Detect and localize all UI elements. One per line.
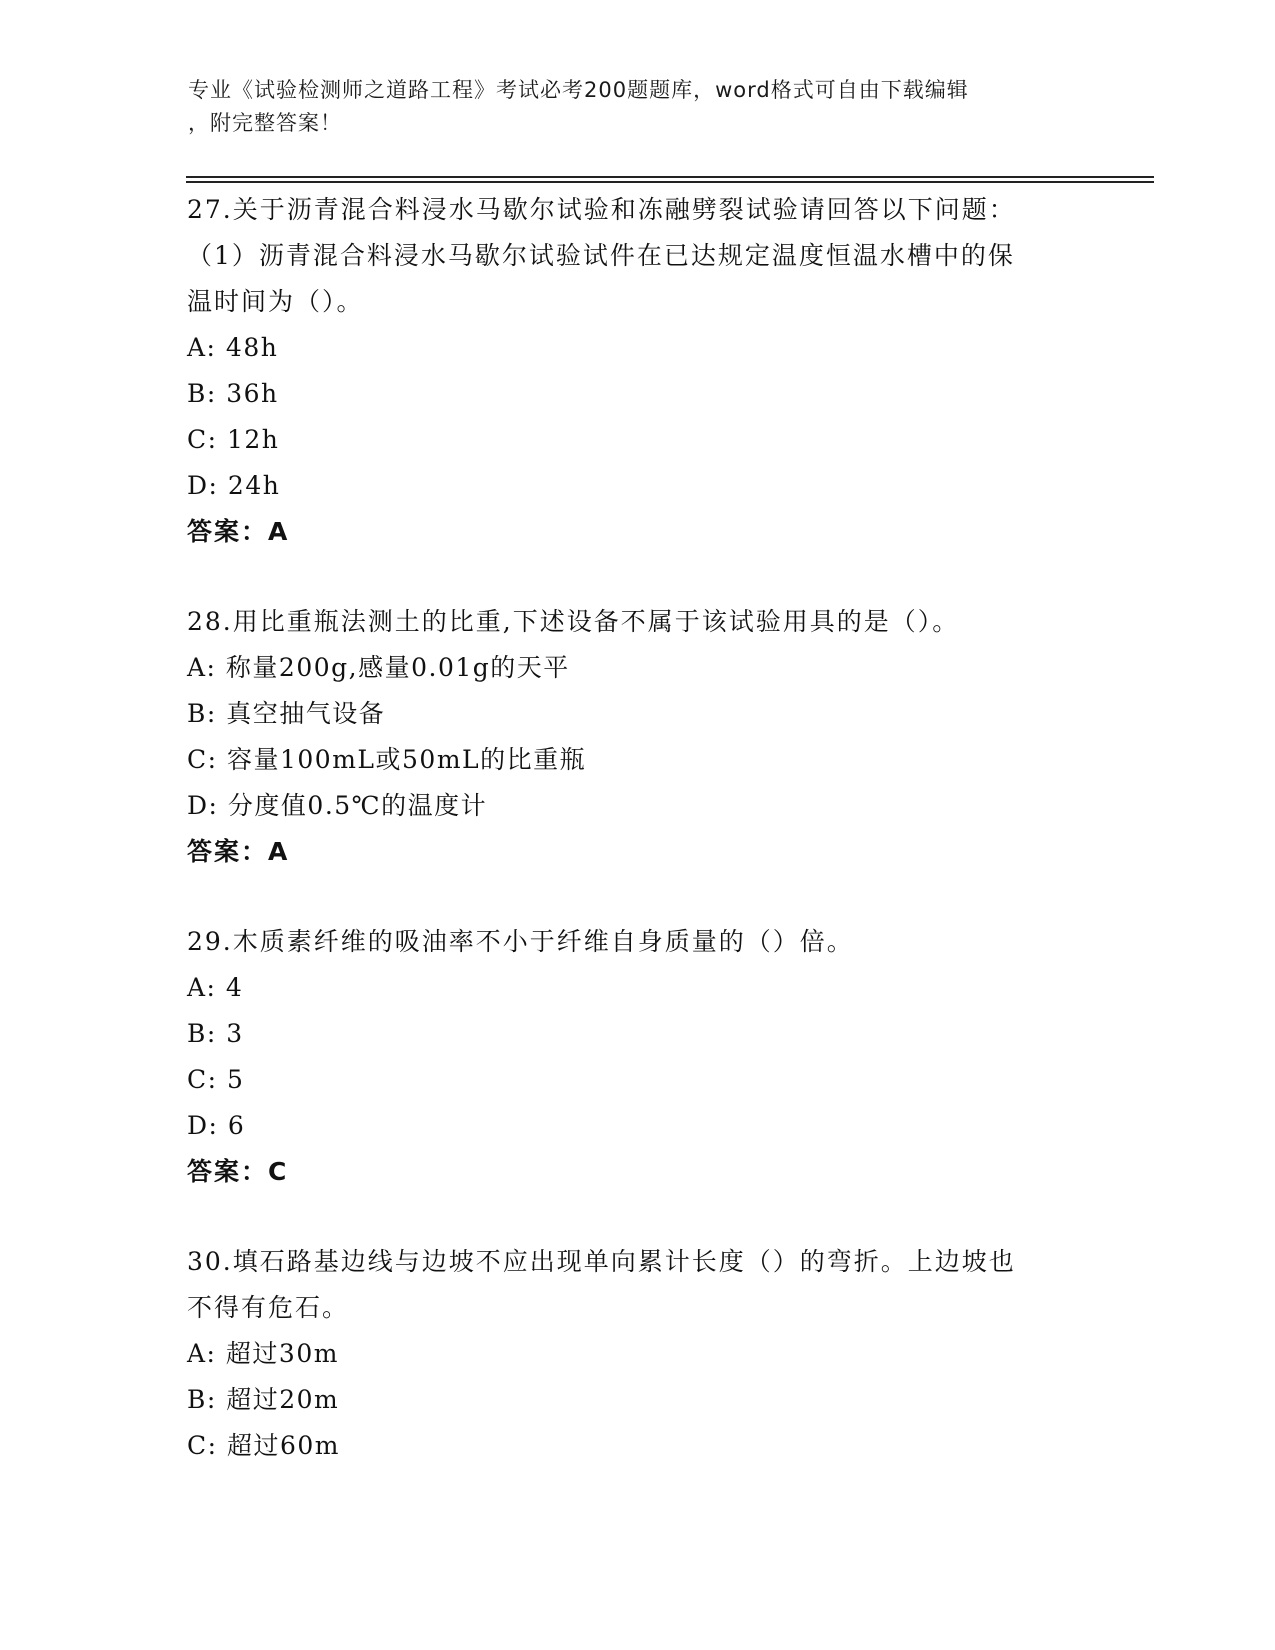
option-d: D: 24h: [187, 471, 281, 500]
option-a: A: 48h: [187, 333, 279, 362]
question-stem-line: （1）沥青混合料浸水马歇尔试验试件在已达规定温度恒温水槽中的保: [187, 241, 1015, 270]
option-c: C: 超过60m: [187, 1431, 341, 1460]
answer-label: 答案：A: [187, 837, 290, 866]
question-stem: [187, 919, 1087, 965]
question-stem-line: 30.填石路基边线与边坡不应出现单向累计长度（）的弯折。上边坡也: [187, 1247, 1016, 1276]
option-d: D: 分度值0.5℃的温度计: [187, 791, 488, 820]
question-stem-line: 温时间为（）。: [187, 287, 364, 316]
question-stem: [187, 599, 1087, 645]
option-b: B: 36h: [187, 379, 279, 408]
option-d: D: 6: [187, 1111, 246, 1140]
option-a: A: 称量200g,感量0.01g的天平: [187, 653, 570, 682]
question-stem-line: 27.关于沥青混合料浸水马歇尔试验和冻融劈裂试验请回答以下问题：: [187, 195, 1016, 224]
option-a: A: 4: [187, 973, 244, 1002]
option-a: A: 超过30m: [187, 1339, 339, 1368]
answer-label: 答案：C: [187, 1157, 289, 1186]
header-line-1: 专业《试验检测师之道路工程》考试必考200题题库，word格式可自由下载编辑: [188, 78, 969, 102]
option-b: B: 超过20m: [187, 1385, 340, 1414]
question-spacer: [187, 555, 1087, 599]
answer-label: 答案：A: [187, 517, 290, 546]
option-c: C: 容量100mL或50mL的比重瓶: [187, 745, 587, 774]
document-header: [188, 74, 1068, 140]
header-divider-top: [186, 176, 1154, 178]
question-list: [187, 187, 1087, 1469]
option-b: B: 真空抽气设备: [187, 699, 386, 728]
question-28: [187, 599, 1087, 875]
question-27: [187, 187, 1087, 555]
question-spacer: [187, 1195, 1087, 1239]
option-c: C: 5: [187, 1065, 245, 1094]
question-stem: [187, 187, 1087, 325]
question-stem-line: 不得有危石。: [187, 1293, 350, 1322]
question-stem-line: 28.用比重瓶法测土的比重,下述设备不属于该试验用具的是（）。: [187, 607, 960, 636]
question-stem-line: 29.木质素纤维的吸油率不小于纤维自身质量的（）倍。: [187, 927, 854, 956]
question-29: [187, 919, 1087, 1195]
option-c: C: 12h: [187, 425, 280, 454]
question-30: [187, 1239, 1087, 1469]
question-stem: [187, 1239, 1087, 1331]
header-line-2: ，附完整答案！: [188, 111, 342, 135]
header-divider-bottom: [186, 181, 1154, 183]
question-spacer: [187, 875, 1087, 919]
option-b: B: 3: [187, 1019, 244, 1048]
